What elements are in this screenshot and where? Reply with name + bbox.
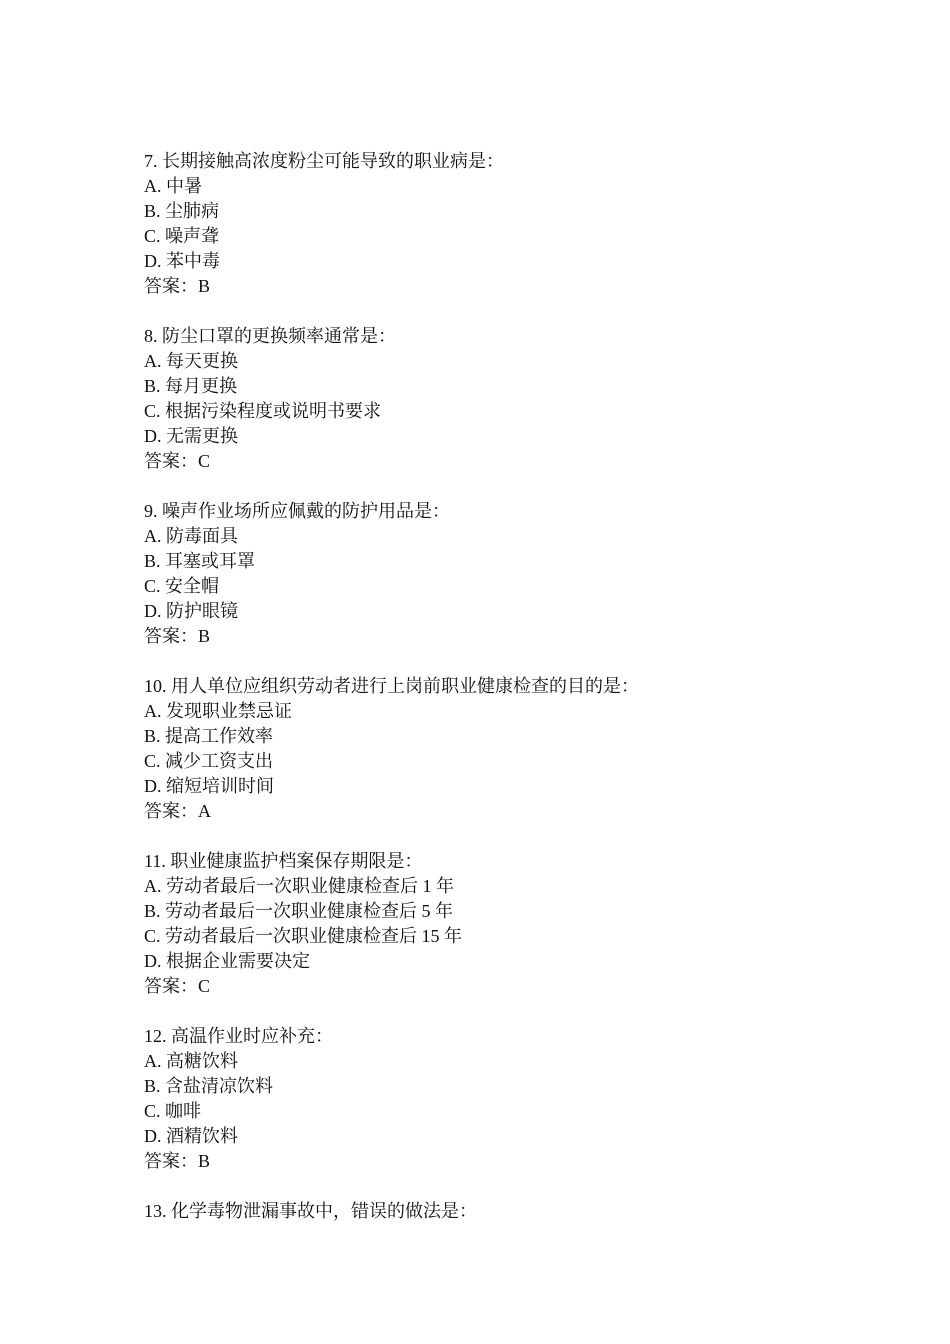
question-stem: 8. 防尘口罩的更换频率通常是： — [144, 326, 396, 346]
option-c: C. 减少工资支出 — [144, 751, 274, 771]
option-c: C. 根据污染程度或说明书要求 — [144, 401, 382, 421]
option-d: D. 缩短培训时间 — [144, 776, 274, 796]
option-d: D. 无需更换 — [144, 426, 238, 446]
option-a: A. 劳动者最后一次职业健康检查后 1 年 — [144, 876, 454, 896]
question-list — [144, 149, 824, 1249]
option-b: B. 含盐清凉饮料 — [144, 1076, 274, 1096]
question-stem: 11. 职业健康监护档案保存期限是： — [144, 851, 423, 871]
answer: 答案：A — [144, 801, 211, 821]
option-b: B. 提高工作效率 — [144, 726, 274, 746]
option-a: A. 发现职业禁忌证 — [144, 701, 292, 721]
question-13 — [144, 1199, 824, 1224]
option-b: B. 劳动者最后一次职业健康检查后 5 年 — [144, 901, 454, 921]
option-b: B. 每月更换 — [144, 376, 238, 396]
option-a: A. 中暑 — [144, 176, 202, 196]
option-d: D. 酒精饮料 — [144, 1126, 238, 1146]
question-stem: 9. 噪声作业场所应佩戴的防护用品是： — [144, 501, 450, 521]
option-b: B. 尘肺病 — [144, 201, 220, 221]
option-d: D. 防护眼镜 — [144, 601, 238, 621]
question-stem: 12. 高温作业时应补充： — [144, 1026, 333, 1046]
answer: 答案：C — [144, 451, 211, 471]
option-a: A. 防毒面具 — [144, 526, 238, 546]
option-d: D. 根据企业需要决定 — [144, 951, 310, 971]
question-12 — [144, 1024, 824, 1174]
question-9 — [144, 499, 824, 649]
question-stem: 13. 化学毒物泄漏事故中，错误的做法是： — [144, 1201, 477, 1221]
option-d: D. 苯中毒 — [144, 251, 220, 271]
option-a: A. 高糖饮料 — [144, 1051, 238, 1071]
answer: 答案：B — [144, 276, 211, 296]
option-c: C. 劳动者最后一次职业健康检查后 15 年 — [144, 926, 463, 946]
answer: 答案：C — [144, 976, 211, 996]
option-c: C. 咖啡 — [144, 1101, 202, 1121]
question-stem: 7. 长期接触高浓度粉尘可能导致的职业病是： — [144, 151, 504, 171]
question-8 — [144, 324, 824, 474]
option-b: B. 耳塞或耳罩 — [144, 551, 256, 571]
option-c: C. 噪声聋 — [144, 226, 220, 246]
question-stem: 10. 用人单位应组织劳动者进行上岗前职业健康检查的目的是： — [144, 676, 639, 696]
option-c: C. 安全帽 — [144, 576, 220, 596]
option-a: A. 每天更换 — [144, 351, 238, 371]
question-11 — [144, 849, 824, 999]
answer: 答案：B — [144, 1151, 211, 1171]
answer: 答案：B — [144, 626, 211, 646]
question-10 — [144, 674, 824, 824]
question-7 — [144, 149, 824, 299]
